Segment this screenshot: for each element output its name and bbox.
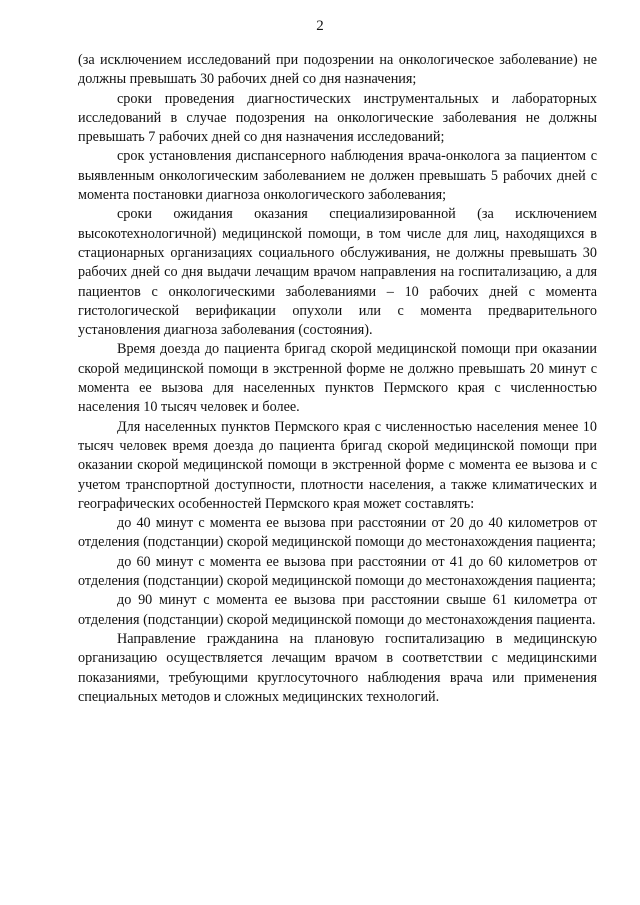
paragraph-oncologist-observation: срок установления диспансерного наблюдения врача-онколога за пациентом с выявленным онкологическим заболеванием не должен превышать 5 рабочих дней с момента постановки диагноза онкологического заболевания; bbox=[78, 148, 597, 204]
paragraph-exam-deadline-continuation: (за исключением исследований при подозрении на онкологическое заболевание) не должны превышать 30 рабочих дней со дня назначения; bbox=[78, 52, 597, 88]
paragraph-40-min: до 40 минут с момента ее вызова при расстоянии от 20 до 40 километров от отделения (подстанции) скорой медицинской помощи до местонахождения пациента; bbox=[78, 515, 597, 551]
paragraph-planned-hospitalization: Направление гражданина на плановую госпитализацию в медицинскую организацию осуществляется лечащим врачом в соответствии с медицинскими показаниями, требующими круглосуточного наблюдения врача или применения специальных методов и сложных медицинских технологий. bbox=[78, 630, 597, 705]
paragraph-ambulance-20-min: Время доезда до пациента бригад скорой медицинской помощи при оказании скорой медицинской помощи в экстренной форме не должно превышать 20 минут с момента ее вызова для населенных пунктов Пермского края с численностью населения 10 тысяч человек и более. bbox=[78, 341, 597, 416]
paragraph-specialized-care-waiting: сроки ожидания оказания специализированной (за исключением высокотехнологичной) медицинской помощи, в том числе для лиц, находящихся в стационарных организациях социального обслуживания, не должны превышать 30 рабочих дней со дня выдачи лечащим врачом направления на госпитализацию, а для пациентов с онкологическими заболеваниями – 10 рабочих дней с момента гистологической верификации опухоли или с момента предварительного установления диагноза заболевания (состояния). bbox=[78, 206, 597, 339]
paragraph-small-settlements: Для населенных пунктов Пермского края с численностью населения менее 10 тысяч человек время доезда до пациента бригад скорой медицинской помощи при оказании скорой медицинской помощи в экстренной форме с момента ее вызова и с учетом транспортной доступности, плотности населения, а также климатических и географических особенностей Пермского края может составлять: bbox=[78, 418, 597, 512]
page-number: 2 bbox=[316, 18, 324, 34]
document-body bbox=[78, 51, 597, 707]
paragraph-diagnostic-deadline: сроки проведения диагностических инструментальных и лабораторных исследований в случае подозрения на онкологические заболевания не должны превышать 7 рабочих дней со дня назначения исследований; bbox=[78, 90, 597, 146]
paragraph-60-min: до 60 минут с момента ее вызова при расстоянии от 41 до 60 километров от отделения (подстанции) скорой медицинской помощи до местонахождения пациента; bbox=[78, 553, 597, 590]
paragraph-90-min: до 90 минут с момента ее вызова при расстоянии свыше 61 километра от отделения (подстанции) скорой медицинской помощи до местонахождения пациента. bbox=[78, 592, 597, 628]
